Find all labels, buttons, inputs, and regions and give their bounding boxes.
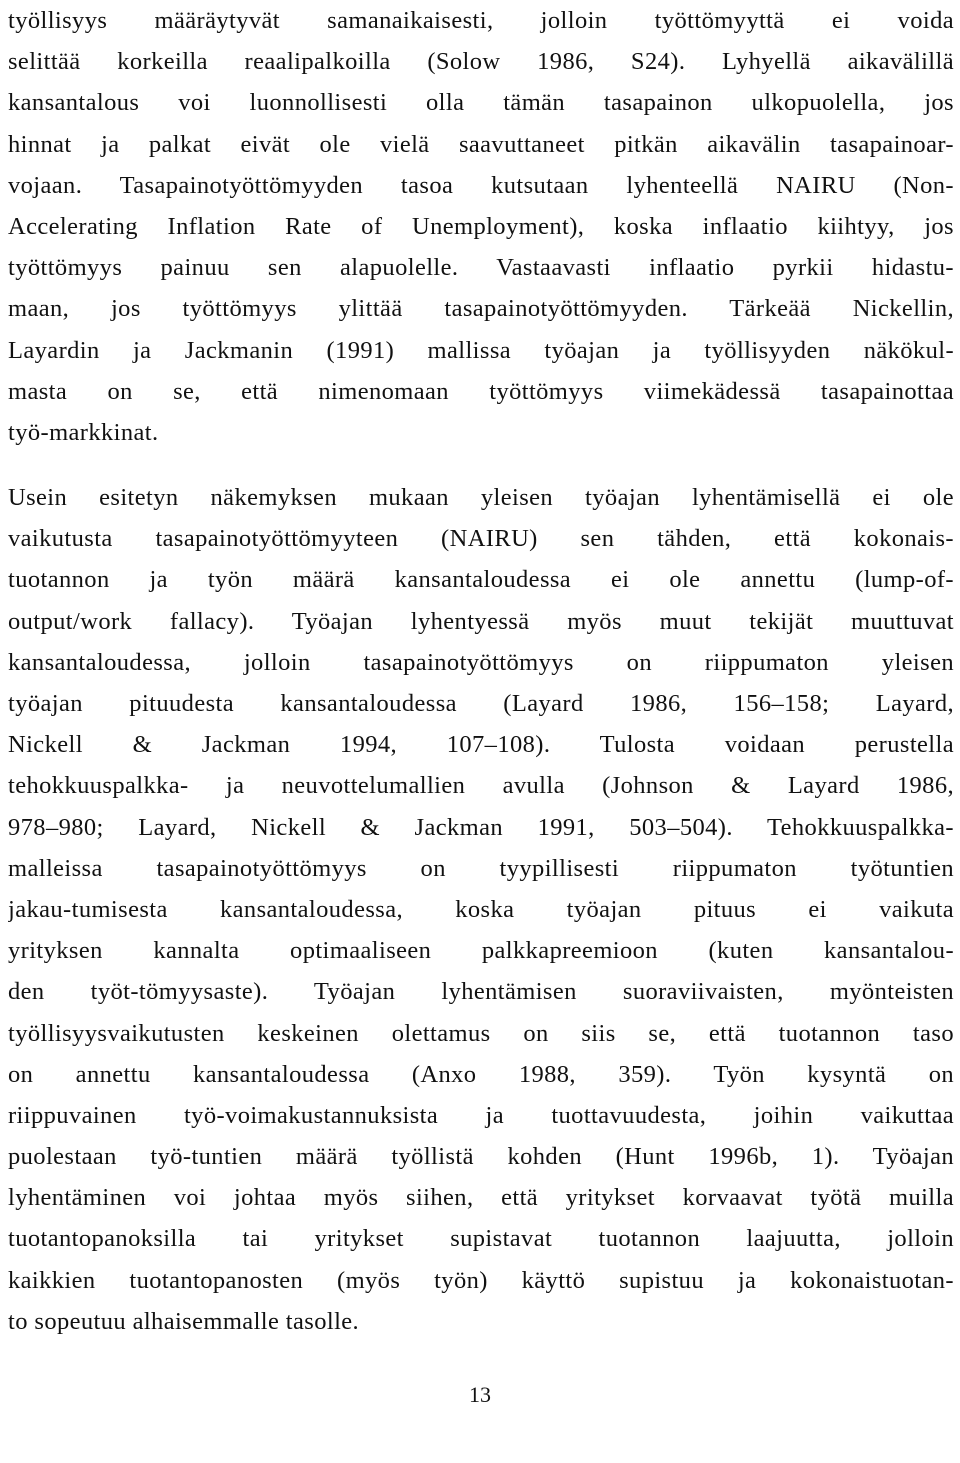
text-line: työllisyysvaikutusten keskeinen olettamus on siis se, että tuotannon taso <box>8 1019 954 1047</box>
text-line: tuotantopanoksilla tai yritykset supistavat tuotannon laajuutta, jolloin <box>8 1225 954 1253</box>
text-line: on annettu kansantaloudessa (Anxo 1988, 359). Työn kysyntä on <box>8 1060 954 1088</box>
text-line: to sopeutuu alhaisemmalle tasolle. <box>8 1307 360 1335</box>
text-line: masta on se, että nimenomaan työttömyys viimekädessä tasapainottaa <box>8 377 954 405</box>
text-line: riippuvainen työ-voimakustannuksista ja tuottavuudesta, joihin vaikuttaa <box>8 1101 954 1129</box>
paragraph-working-time <box>8 477 954 1342</box>
text-line: 978–980; Layard, Nickell & Jackman 1991, 503–504). Tehokkuuspalkka- <box>8 813 954 841</box>
text-line: työ-markkinat. <box>8 418 159 446</box>
text-line: vaikutusta tasapainotyöttömyyteen (NAIRU) sen tähden, että kokonais- <box>8 525 954 553</box>
page-number: 13 <box>469 1382 491 1407</box>
text-line: työttömyys painuu sen alapuolelle. Vastaavasti inflaatio pyrkii hidastu- <box>8 254 954 282</box>
paragraph-nairu <box>8 0 954 453</box>
document-page <box>8 0 954 1342</box>
text-line: yrityksen kannalta optimaaliseen palkkapreemioon (kuten kansantalou- <box>8 937 954 965</box>
text-line: hinnat ja palkat eivät ole vielä saavuttaneet pitkän aikavälin tasapainoar- <box>8 130 954 158</box>
text-line: maan, jos työttömyys ylittää tasapainotyöttömyyden. Tärkeää Nickellin, <box>8 295 954 323</box>
text-line: kansantalous voi luonnollisesti olla tämän tasapainon ulkopuolella, jos <box>8 89 954 117</box>
text-line: output/work fallacy). Työajan lyhentyessä myös muut tekijät muuttuvat <box>8 607 954 635</box>
text-line: kaikkien tuotantopanosten (myös työn) käyttö supistuu ja kokonaistuotan- <box>8 1266 954 1294</box>
text-line: työajan pituudesta kansantaloudessa (Layard 1986, 156–158; Layard, <box>8 690 954 717</box>
text-line: tuotannon ja työn määrä kansantaloudessa ei ole annettu (lump-of- <box>8 566 954 594</box>
text-line: selittää korkeilla reaalipalkoilla (Solow 1986, S24). Lyhyellä aikavälillä <box>8 48 954 76</box>
text-line: vojaan. Tasapainotyöttömyyden tasoa kutsutaan lyhenteellä NAIRU (Non- <box>8 171 954 199</box>
paragraph-gap <box>8 453 954 477</box>
text-line: Nickell & Jackman 1994, 107–108). Tulosta voidaan perustella <box>8 731 954 759</box>
text-line: malleissa tasapainotyöttömyys on tyypillisesti riippumaton työtuntien <box>8 854 954 882</box>
text-line: den työt-tömyysaste). Työajan lyhentämisen suoraviivaisten, myönteisten <box>8 978 954 1006</box>
text-line: Usein esitetyn näkemyksen mukaan yleisen työajan lyhentämisellä ei ole <box>8 484 954 512</box>
text-line: Layardin ja Jackmanin (1991) mallissa työajan ja työllisyyden näkökul- <box>8 336 954 364</box>
text-line: puolestaan työ-tuntien määrä työllistä kohden (Hunt 1996b, 1). Työajan <box>8 1143 954 1171</box>
text-line: jakau-tumisesta kansantaloudessa, koska työajan pituus ei vaikuta <box>8 895 954 923</box>
text-line: Accelerating Inflation Rate of Unemployment), koska inflaatio kiihtyy, jos <box>8 212 954 240</box>
text-line: lyhentäminen voi johtaa myös siihen, että yritykset korvaavat työtä muilla <box>8 1184 954 1212</box>
text-line: työllisyys määräytyvät samanaikaisesti, jolloin työttömyyttä ei voida <box>8 7 954 34</box>
text-line: tehokkuuspalkka- ja neuvottelumallien avulla (Johnson & Layard 1986, <box>8 772 954 800</box>
text-line: kansantaloudessa, jolloin tasapainotyöttömyys on riippumaton yleisen <box>8 648 954 676</box>
